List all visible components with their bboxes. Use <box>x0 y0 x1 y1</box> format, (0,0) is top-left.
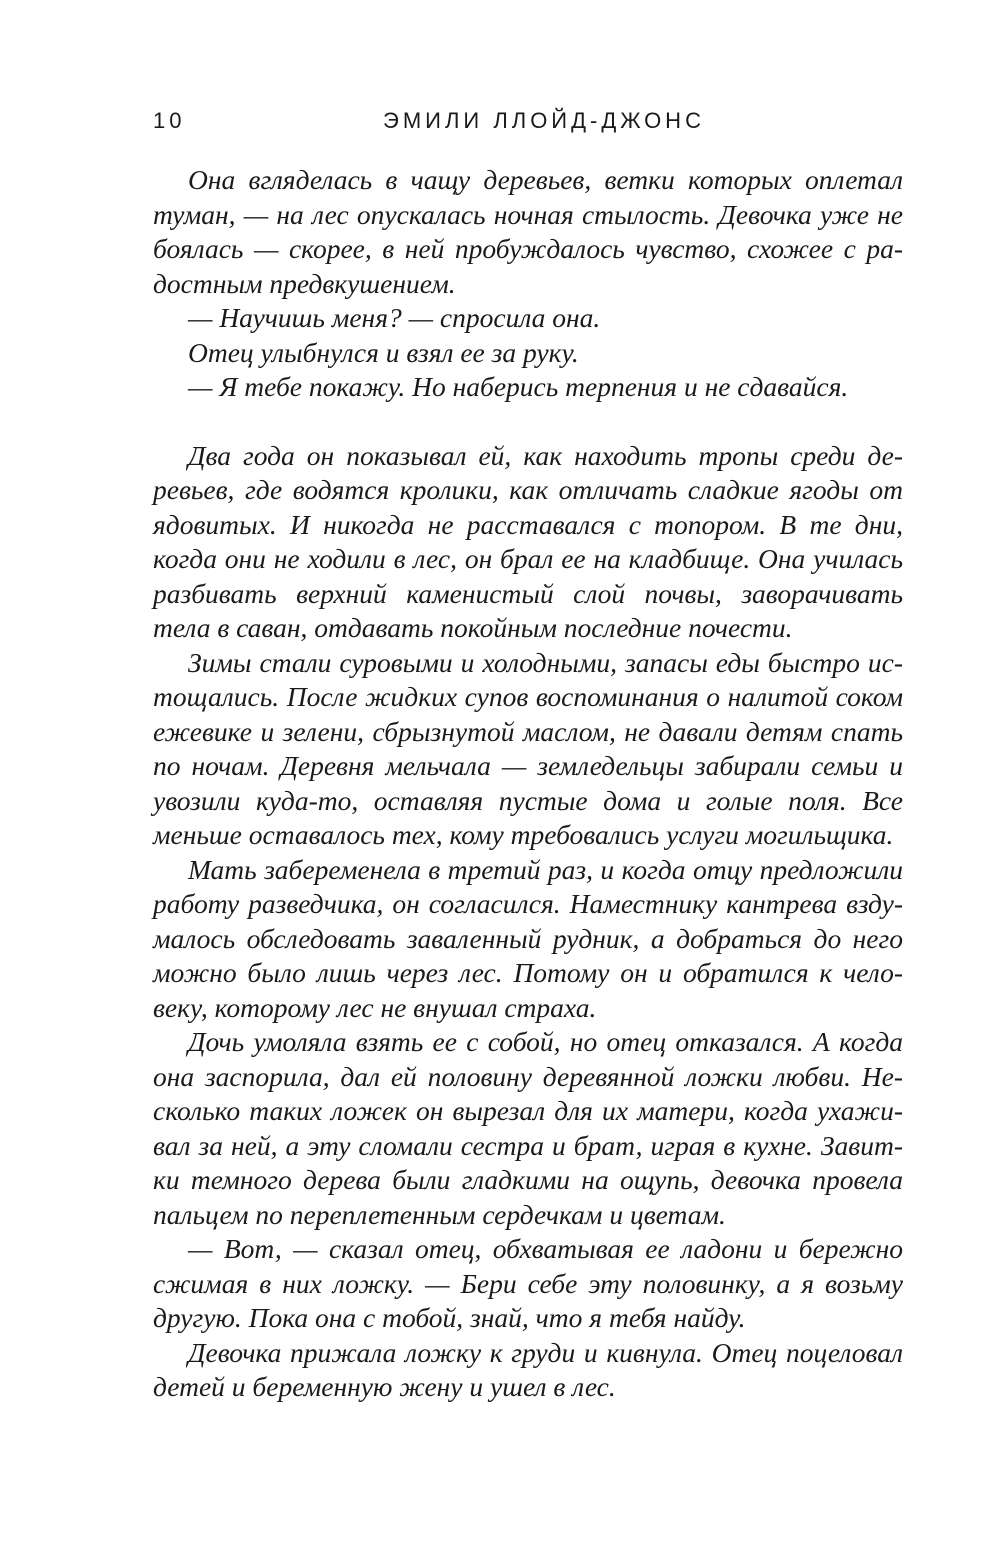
dialogue-line: — Научишь меня? — спросила она. <box>188 302 601 333</box>
dialogue-line: — Я тебе покажу. Но наберись терпения и не сдавайся. <box>188 371 849 402</box>
paragraph: Отец улыбнулся и взял ее за руку. <box>188 336 579 368</box>
paragraph: Дочь умоляла взять ее с собой, но отец отказался. А когда она заспорила, дал ей половину деревянной ложки любви. Несколько таких ложек он вырезал для их матери, когда ухаживал за ней, а эту сломали сестра и брат, играя в кухне. Завитки темного дерева были гладкими на ощупь, девочка провела пальцем по переплетенным сердечкам и цветам. <box>153 1026 903 1230</box>
paragraph: Зимы стали суровыми и холодными, запасы еды быстро истощались. После жидких супов воспоминания о налитой соком ежевике и зелени, сбрызнутой маслом, не давали детям спать по ночам. Деревня мельчала — земледельцы забирали семьи и увозили куда-то, оставляя пустые дома и голые поля. Все меньше оставалось тех, кому требовались услуги могильщика. <box>153 646 903 850</box>
paragraph: Она вгляделась в чащу деревьев, ветки которых оплетал туман, — на лес опускалась ночная стылость. Девочка уже не боялась — скорее, в ней пробуждалось чувство, схожее с радостным предвкушением. <box>153 164 903 299</box>
page-number: 10 <box>153 108 186 133</box>
paragraph: Мать забеременела в третий раз, и когда отцу предложили работу разведчика, он согласился. Наместнику кантрева вздумалось обследовать заваленный рудник, а добраться до него можно было лишь через лес. Потому он и обратился к человеку, которому лес не внушал страха. <box>153 853 903 1023</box>
body-text <box>153 163 903 1405</box>
running-title: ЭМИЛИ ЛЛОЙД-ДЖОНС <box>383 108 705 133</box>
dialogue-line: — Вот, — сказал отец, обхватывая ее ладони и бережно сжимая в них ложку. — Бери себе эту половинку, а я возьму другую. Пока она с тобой, знай, что я тебя найду. <box>153 1233 903 1333</box>
section-break <box>153 405 903 439</box>
paragraph: Девочка прижала ложку к груди и кивнула. Отец поцеловал детей и беременную жену и ушел в лес. <box>153 1336 903 1402</box>
paragraph: Два года он показывал ей, как находить тропы среди деревьев, где водятся кролики, как отличать сладкие ягоды от ядовитых. И никогда не расставался с топором. В те дни, когда они не ходили в лес, он брал ее на кладбище. Она училась разбивать верхний каменистый слой почвы, заворачивать тела в саван, отдавать покойным последние почести. <box>153 439 903 643</box>
page-header <box>153 108 903 138</box>
